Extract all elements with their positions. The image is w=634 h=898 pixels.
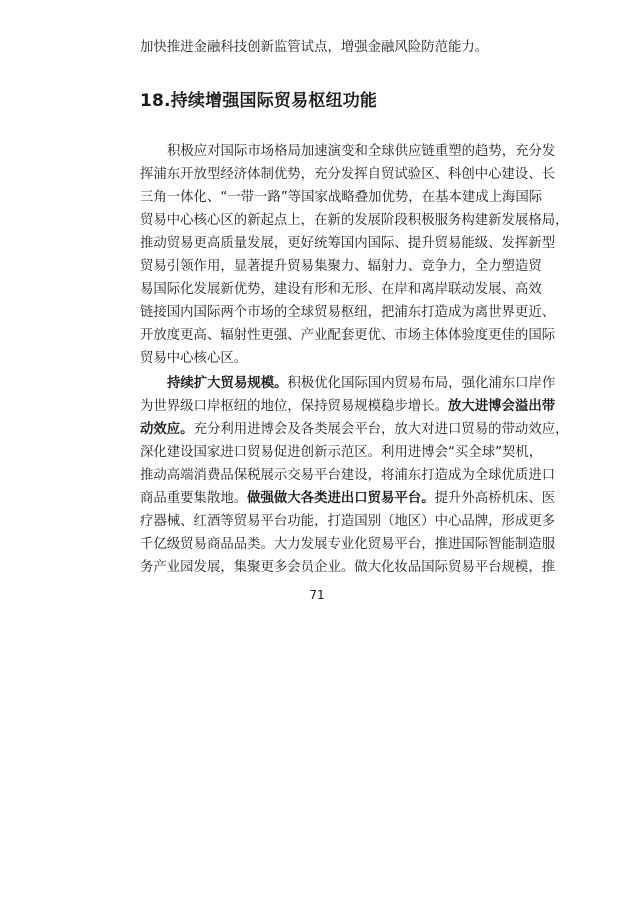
text-line: 易国际化发展新优势，建设有形和无形、在岸和离岸联动发展、高效 <box>140 282 542 297</box>
text-line <box>140 395 556 418</box>
text-line: 深化建设国家进口贸易促进创新示范区。利用进博会“买全球”契机， <box>140 445 543 460</box>
text-line: 链接国内国际两个市场的全球贸易枢纽，把浦东打造成为离世界更近、 <box>140 305 556 320</box>
text-run: 为世界级口岸枢纽的地位，保持贸易规模稳步增长。 <box>140 399 448 414</box>
bold-lead: 动效应。 <box>140 422 194 437</box>
text-line <box>167 372 556 395</box>
bold-lead: 持续扩大贸易规模。 <box>167 376 288 391</box>
text-run: 提升外高桥机床、医 <box>434 491 556 506</box>
bold-lead: 做强做大各类进出口贸易平台。 <box>247 491 435 506</box>
text-run: 积极优化国际国内贸易布局，强化浦东口岸作 <box>287 376 556 391</box>
text-line: 务产业园发展，集聚更多会员企业。做大化妆品国际贸易平台规模，推 <box>140 560 556 575</box>
text-line <box>140 487 556 510</box>
text-run: 商品重要集散地。 <box>140 491 248 506</box>
page-number: 71 <box>309 588 325 602</box>
text-line <box>140 418 569 441</box>
text-line: 贸易中心核心区。 <box>140 351 248 366</box>
text-line: 贸易中心核心区的新起点上，在新的发展阶段积极服务构建新发展格局， <box>140 213 569 228</box>
text-line: 推动高端消费品保税展示交易平台建设，将浦东打造成为全球优质进口 <box>140 468 556 483</box>
text-line: 加快推进金融科技创新监管试点，增强金融风险防范能力。 <box>140 40 489 55</box>
bold-lead: 放大进博会溢出带 <box>447 399 556 414</box>
text-line: 开放度更高、辐射性更强、产业配套更优、市场主体体验度更佳的国际 <box>140 328 556 343</box>
text-line: 挥浦东开放型经济体制优势，充分发挥自贸试验区、科创中心建设、长 <box>140 167 556 182</box>
text-line: 疗器械、红酒等贸易平台功能，打造国别（地区）中心品牌，形成更多 <box>140 514 556 529</box>
text-line: 贸易引领作用，显著提升贸易集聚力、辐射力、竞争力，全力塑造贸 <box>140 259 542 274</box>
section-heading: 18.持续增强国际贸易枢纽功能 <box>140 91 378 111</box>
text-line: 推动贸易更高质量发展，更好统筹国内国际、提升贸易能级、发挥新型 <box>140 236 556 251</box>
text-line: 千亿级贸易商品品类。大力发展专业化贸易平台，推进国际智能制造服 <box>140 537 556 552</box>
text-line: 三角一体化、“一带一路”等国家战略叠加优势，在基本建成上海国际 <box>140 190 543 205</box>
text-line: 积极应对国际市场格局加速演变和全球供应链重塑的趋势，充分发 <box>167 144 556 159</box>
text-run: 充分利用进博会及各类展会平台，放大对进口贸易的带动效应， <box>193 422 569 437</box>
